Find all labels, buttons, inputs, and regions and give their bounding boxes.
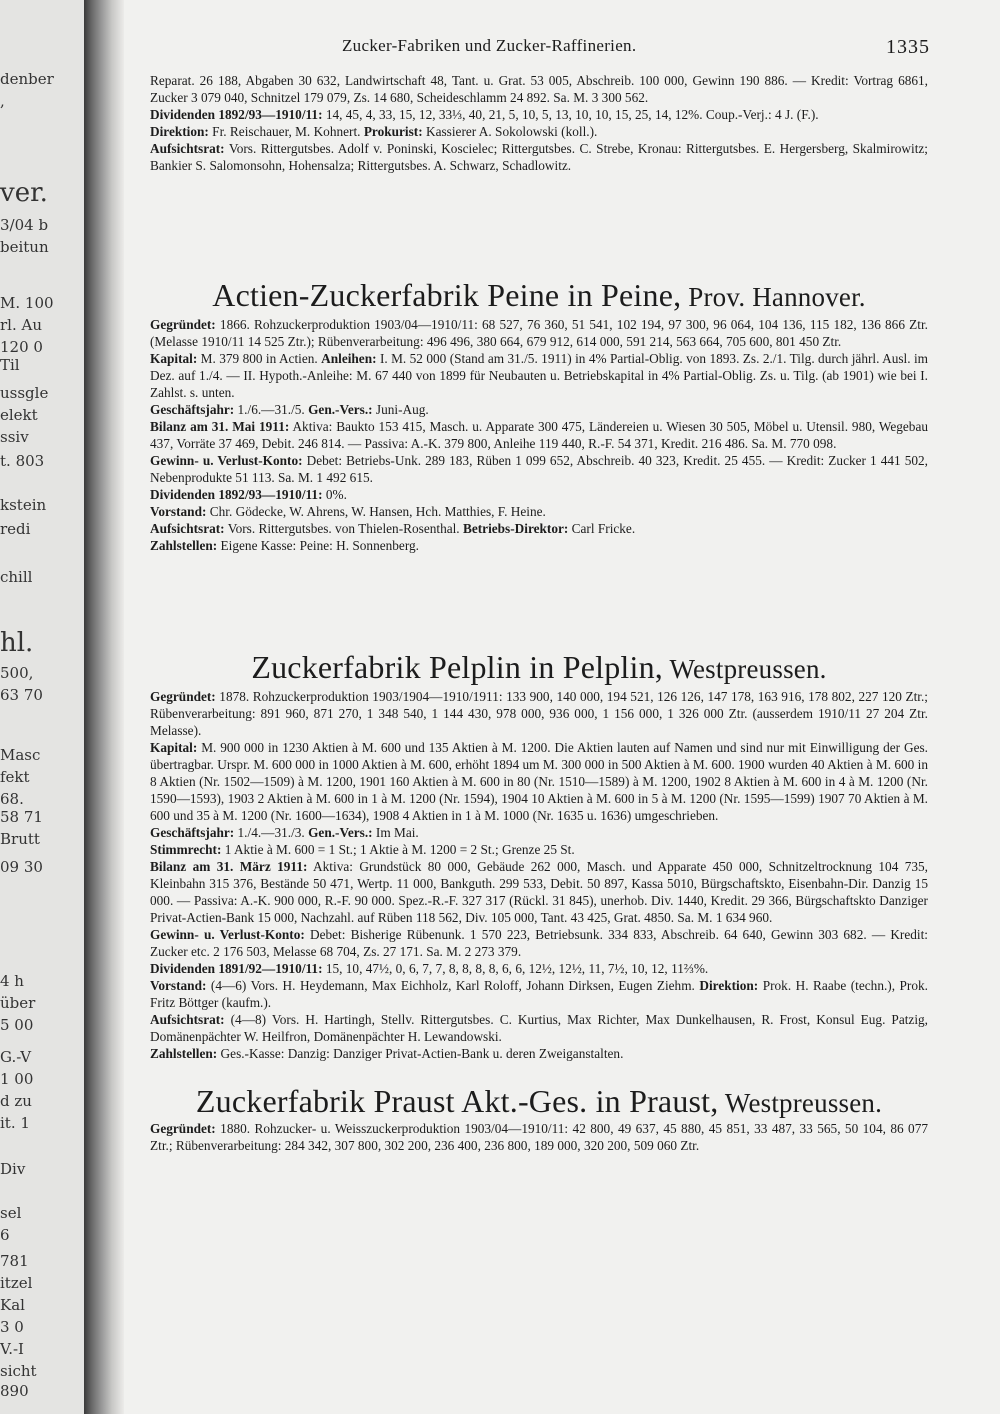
entry-paragraph (150, 123, 928, 140)
running-title: Zucker-Fabriken und Zucker-Raffinerien. (342, 36, 637, 55)
facing-page-text-fragment: Til (0, 356, 20, 374)
facing-page-text-fragment: über (0, 994, 36, 1012)
entry-paragraph (150, 72, 928, 106)
entry-paragraph (150, 926, 928, 960)
field-label: Dividenden 1892/93—1910/11: (150, 107, 323, 122)
field-label: Gegründet: (150, 1121, 216, 1136)
facing-page-text-fragment: V.-I (0, 1340, 24, 1358)
entry-paragraph (150, 418, 928, 452)
facing-page-text-fragment: t. 803 (0, 452, 45, 470)
entry-paragraph (150, 140, 928, 174)
field-text: Kassierer A. Sokolowski (koll.). (422, 124, 598, 139)
field-text: M. 379 800 in Actien. (197, 351, 322, 366)
entry-paragraph (150, 452, 928, 486)
facing-page-text-fragment: d zu (0, 1092, 32, 1110)
field-label: Kapital: (150, 351, 198, 366)
entry-paragraph (150, 1011, 928, 1045)
field-label: Gen.-Vers.: (308, 402, 373, 417)
facing-page-text-fragment: 890 (0, 1382, 29, 1400)
field-label: Aufsichtsrat: (150, 1012, 225, 1027)
field-text: Debet: Betriebs-Unk. 289 183, Rüben 1 099 652, Abschreib. 40 323, Kredit. 25 455. — Kredit: Zucker 1 441 502, Nebenprodukte 51 113. Sa. M. 1 492 615. (150, 453, 928, 485)
field-text: Vors. Rittergutsbes. von Thielen-Rosenthal. (224, 521, 463, 536)
field-text: Debet: Bisherige Rübenunk. 1 570 223, Betriebsunk. 334 833, Abschreib. 64 640, Gewinn 303 682. — Kredit: Zucker etc. 2 176 503, Melasse 68 704, Zs. 27 171. Sa. M. 2 273 379. (150, 927, 928, 959)
company-name: Actien-Zuckerfabrik Peine in Peine, (212, 277, 682, 313)
facing-page-text-fragment: rl. Au (0, 316, 42, 334)
entry-paragraph (150, 977, 928, 1011)
field-label: Vorstand: (150, 504, 207, 519)
facing-page-text-fragment: itzel (0, 1274, 33, 1292)
field-text: (4—6) Vors. H. Heydemann, Max Eichholz, Karl Roloff, Johann Dirksen, Eugen Ziehm. (206, 978, 700, 993)
facing-page-text-fragment: kstein (0, 496, 47, 514)
page-content (150, 0, 930, 1414)
facing-page-text-fragment: 500, (0, 664, 34, 682)
facing-page-text-fragment: chill (0, 568, 33, 586)
facing-page-text-fragment: it. 1 (0, 1114, 30, 1132)
page-number: 1335 (886, 36, 930, 58)
facing-page-text-fragment: Brutt (0, 830, 40, 848)
field-text: 15, 10, 47½, 0, 6, 7, 7, 8, 8, 8, 8, 6, 6, 12½, 12½, 11, 7½, 10, 12, 11⅔%. (322, 961, 709, 976)
field-text: 1866. Rohzuckerproduktion 1903/04—1910/11: 68 527, 76 360, 51 541, 102 194, 97 300, 96 064, 104 136, 115 182, 136 866 Ztr. (Melasse 1910/11 14 525 Ztr.); Rübenverarbeitung: 496 496, 380 664, 679 912, 614 000, 591 214, 563 664, 705 600, 801 450 Ztr. (150, 317, 928, 349)
facing-page-text-fragment: sel (0, 1204, 22, 1222)
facing-page-text-fragment: M. 100 (0, 294, 54, 312)
entry-paragraph (150, 503, 928, 520)
field-text: Fr. Reischauer, M. Kohnert. (208, 124, 364, 139)
field-label: Direktion: (150, 124, 209, 139)
field-label: Prokurist: (363, 124, 423, 139)
facing-page-text-fragment: sicht (0, 1362, 37, 1380)
field-label: Gewinn- u. Verlust-Konto: (150, 453, 303, 468)
facing-page-text-fragment: ussgle (0, 384, 49, 402)
facing-page-text-fragment: fekt (0, 768, 30, 786)
field-label: Geschäftsjahr: (150, 825, 235, 840)
field-text: 1./4.—31./3. (234, 825, 309, 840)
entry-paragraph (150, 106, 928, 123)
entry-paragraph (150, 688, 928, 739)
field-text: Juni-Aug. (372, 402, 429, 417)
field-label: Dividenden 1891/92—1910/11: (150, 961, 323, 976)
field-text: Im Mai. (372, 825, 419, 840)
field-text: I. M. 52 000 (Stand am 31./5. 1911) in 4% Partial-Oblig. von 1893. Zs. 2./1. Tilg. durch jährl. Ausl. im Dez. auf 1./4. — II. Hypoth.-Anleihe: M. 67 440 von 1899 für Neubauten u. Betriebskapital in 4% Partial-Oblig. Zs. u. Tilg. (ab 1901) wie bei I. Zahlst. s. unten. (150, 351, 928, 400)
field-text: Reparat. 26 188, Abgaben 30 632, Landwirtschaft 48, Tant. u. Grat. 53 005, Abschreib. 100 000, Gewinn 190 886. — Kredit: Vortrag 6861, Zucker 3 079 040, Schnitzel 179 079, Zs. 14 680, Scheideschlamm 24 892. Sa. M. 3 300 562. (150, 73, 928, 105)
facing-page-text-fragment: 58 71 (0, 808, 43, 826)
facing-page-text-fragment: hl. (0, 628, 34, 658)
facing-page-text-fragment: 68. (0, 790, 24, 808)
company-heading-praust (150, 1082, 928, 1122)
field-text: Chr. Gödecke, W. Ahrens, W. Hansen, Hch. Matthies, F. Heine. (206, 504, 546, 519)
facing-page-text-fragment: 5 00 (0, 1016, 34, 1034)
facing-page-text-fragment: 1 00 (0, 1070, 34, 1088)
entry-praust (150, 1120, 928, 1154)
company-name: Zuckerfabrik Praust Akt.-Ges. in Praust, (195, 1083, 719, 1119)
field-label: Anleihen: (321, 351, 377, 366)
field-text: 1./6.—31./5. (234, 402, 309, 417)
facing-page-text-fragment: Div (0, 1160, 26, 1178)
field-text: 1 Aktie à M. 600 = 1 St.; 1 Aktie à M. 1200 = 2 St.; Grenze 25 St. (221, 842, 575, 857)
field-label: Stimmrecht: (150, 842, 222, 857)
entry-paragraph (150, 316, 928, 350)
field-label: Gen.-Vers.: (308, 825, 373, 840)
field-label: Gegründet: (150, 689, 216, 704)
facing-page-text-fragment: elekt (0, 406, 38, 424)
field-text: Eigene Kasse: Peine: H. Sonnenberg. (217, 538, 419, 553)
facing-page-text-fragment: 63 70 (0, 686, 43, 704)
field-text: Aktiva: Grundstück 80 000, Gebäude 262 000, Masch. und Apparate 450 000, Schnitzeltrocknung 104 735, Kleinbahn 315 376, Bestände 50 471, Wertp. 11 000, Bankguth. 299 533, Debit. 50 897, Kassa 5010, Bürgschaftskto, Eisenbahn-Dir. Danzig 15 000. — Passiva: A.-K. 900 000, R.-F. 90 000. Spez.-R.-F. 327 317 (Rückl. 31 845), unerhob. Div. 1440, Kredit. 29 366, Bürgschaftskto Danziger Privat-Actien-Bank 15 000, Nachzahl. auf Rüben 118 562, Div. 105 000, Tant. 43 425, Grat. 4850. Sa. M. 1 634 960. (150, 859, 928, 925)
facing-page-text-fragment: 781 (0, 1252, 29, 1270)
field-text: Prok. H. Raabe (techn.), Prok. Fritz Böttger (kaufm.). (150, 978, 928, 1010)
entry-paragraph (150, 537, 928, 554)
field-text: Ges.-Kasse: Danzig: Danziger Privat-Actien-Bank u. deren Zweiganstalten. (217, 1046, 624, 1061)
field-label: Vorstand: (150, 978, 207, 993)
entry-peine (150, 316, 928, 554)
facing-page-text-fragment: redi (0, 520, 31, 538)
field-label: Bilanz am 31. Mai 1911: (150, 419, 290, 434)
entry-paragraph (150, 520, 928, 537)
field-label: Bilanz am 31. März 1911: (150, 859, 308, 874)
entry-paragraph (150, 350, 928, 401)
field-label: Direktion: (699, 978, 759, 993)
facing-page-text-fragment: 3 0 (0, 1318, 24, 1336)
field-text: 0%. (322, 487, 347, 502)
field-text: (4—8) Vors. H. Hartingh, Stellv. Rittergutsbes. C. Kurtius, Max Richter, Max Dunkelhausen, R. Frost, Konsul Eug. Patzig, Domänenpächter W. Heilfron, Domänenpächter H. Lewandowski. (150, 1012, 928, 1044)
field-text: M. 900 000 in 1230 Aktien à M. 600 und 135 Aktien à M. 1200. Die Aktien lauten auf Namen und sind nur mit Einwilligung der Ges. übertragbar. Urspr. M. 600 000 in 1000 Aktien à M. 600, erhöht 1894 um M. 300 000 in 500 Aktien à M. 600. 1900 wurden 40 Aktien à M. 600 in 8 Aktien (Nr. 1502—1509) à M. 1200, 1901 160 Aktien à M. 600 in 80 (Nr. 1510—1589) à M. 1200, 1902 8 Aktien à M. 600 in 4 à M. 1200 (Nr. 1590—1593), 1903 2 Aktien à M. 600 in 1 à M. 1200 (Nr. 1594), 1904 10 Aktien à M. 600 in 5 à M. 1200 (Nr. 1595—1599) 1907 70 Aktien à M. 600 und 35 à M. 1200 (Nr. 1600—1634), 1908 4 Aktien in 1 à M. 1000 (Nr. 1635 u. 1636) umgeschrieben. (150, 740, 928, 823)
entry-paragraph (150, 739, 928, 824)
field-label: Kapital: (150, 740, 198, 755)
field-text: Vors. Rittergutsbes. Adolf v. Poninski, Koscielec; Rittergutsbes. C. Strebe, Kronau: Rittergutsbes. E. Hergersberg, Skalmirowitz; Bankier S. Salomonsohn, Hohensalza; Rittergutsbes. A. Schwarz, Schadlowitz. (150, 141, 928, 173)
facing-page-text-fragment: , (0, 92, 5, 110)
field-label: Gegründet: (150, 317, 216, 332)
field-label: Zahlstellen: (150, 1046, 218, 1061)
field-label: Geschäftsjahr: (150, 402, 235, 417)
facing-page-text-fragment: 6 (0, 1226, 10, 1244)
entry-paragraph (150, 841, 928, 858)
company-name: Zuckerfabrik Pelplin in Pelplin, (251, 649, 664, 685)
facing-page-text-fragment: Masc (0, 746, 41, 764)
field-text: 14, 45, 4, 33, 15, 12, 33⅓, 40, 21, 5, 10, 5, 13, 10, 10, 15, 25, 14, 12%. Coup.-Verj.: 4 J. (F.). (322, 107, 819, 122)
field-text: 1880. Rohzucker- u. Weisszuckerproduktion 1903/04—1910/11: 42 800, 49 637, 45 880, 45 851, 33 487, 33 565, 50 104, 86 077 Ztr.; Rübenverarbeitung: 284 342, 307 800, 302 200, 236 400, 236 800, 189 000, 320 200, 509 060 Ztr. (150, 1121, 928, 1153)
field-label: Betriebs-Direktor: (462, 521, 569, 536)
company-province: Westpreussen. (663, 654, 827, 684)
field-label: Aufsichtsrat: (150, 521, 225, 536)
entry-paragraph (150, 401, 928, 418)
field-label: Dividenden 1892/93—1910/11: (150, 487, 323, 502)
facing-page-text-fragment: 3/04 b (0, 216, 49, 234)
entry-paragraph (150, 824, 928, 841)
entry-paragraph (150, 858, 928, 926)
facing-page-text-fragment: Kal (0, 1296, 25, 1314)
facing-page-text-fragment: G.-V (0, 1048, 32, 1066)
company-heading-peine (150, 276, 928, 316)
company-heading-pelplin (150, 648, 928, 688)
facing-page-text-fragment: ver. (0, 178, 48, 208)
entry-paragraph (150, 960, 928, 977)
company-province: Prov. Hannover. (681, 282, 866, 312)
facing-page-text-fragment: 4 h (0, 972, 24, 990)
entry-paragraph (150, 486, 928, 503)
field-label: Aufsichtsrat: (150, 141, 225, 156)
field-text: Aktiva: Baukto 153 415, Masch. u. Apparate 300 475, Ländereien u. Wiesen 30 505, Möbel u. Utensil. 980, Wegebau 437, Vorräte 37 469, Debit. 246 814. — Passiva: A.-K. 379 800, Anleihe 119 440, R.-F. 54 371, Kredit. 216 486. Sa. M. 770 098. (150, 419, 928, 451)
entry-pelplin (150, 688, 928, 1062)
facing-page-text-fragment: denber (0, 70, 54, 88)
field-text: Carl Fricke. (568, 521, 636, 536)
facing-page-text-fragment: 120 0 (0, 338, 43, 356)
company-province: Westpreussen. (718, 1088, 883, 1118)
previous-entry-continuation (150, 72, 928, 174)
book-spine-shadow (84, 0, 124, 1414)
field-label: Gewinn- u. Verlust-Konto: (150, 927, 305, 942)
facing-page-text-fragment: 09 30 (0, 858, 43, 876)
field-text: 1878. Rohzuckerproduktion 1903/1904—1910/1911: 133 900, 140 000, 194 521, 126 126, 147 178, 163 916, 178 802, 227 120 Ztr.; Rübenverarbeitung: 891 960, 871 270, 1 348 540, 1 144 430, 978 000, 936 000, 1 156 000, 1 326 000 Ztr. (ausserdem 1910/11 27 204 Ztr. Melasse). (150, 689, 928, 738)
entry-paragraph (150, 1120, 928, 1154)
facing-page-text-fragment: beitun (0, 238, 49, 256)
entry-paragraph (150, 1045, 928, 1062)
facing-page-fragment (0, 0, 84, 1414)
running-header (150, 36, 930, 58)
field-label: Zahlstellen: (150, 538, 218, 553)
facing-page-text-fragment: ssiv (0, 428, 29, 446)
